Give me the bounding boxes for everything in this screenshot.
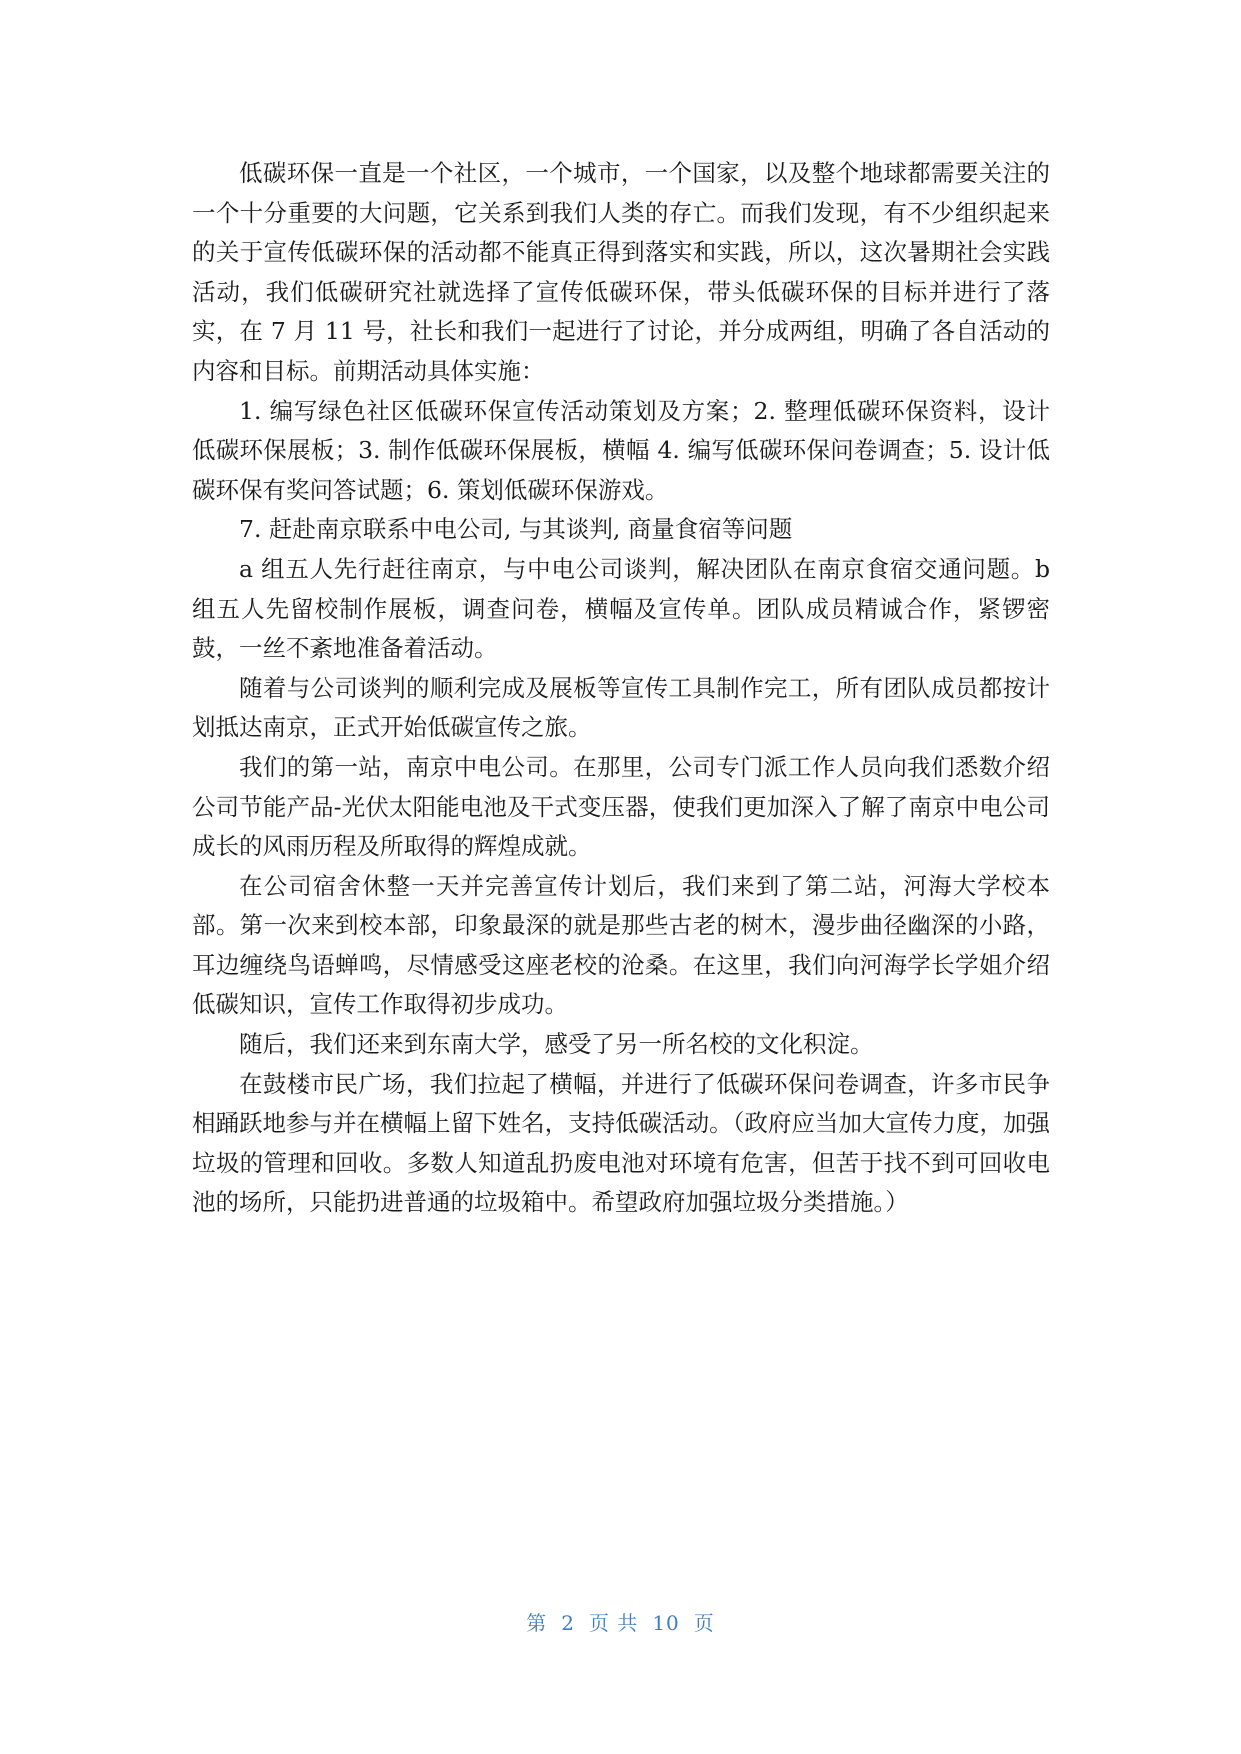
footer-total-pages: 10 <box>652 1611 680 1635</box>
paragraph-groups: a 组五人先行赶往南京，与中电公司谈判，解决团队在南京食宿交通问题。b 组五人先留校制作展板，调查问卷，横幅及宣传单。团队成员精诚合作，紧锣密鼓，一丝不紊地准备着活动。 <box>192 554 1058 663</box>
footer-middle: 页 共 <box>588 1611 639 1635</box>
paragraph-task-7: 7. 赶赴南京联系中电公司, 与其谈判, 商量食宿等问题 <box>239 515 793 544</box>
paragraph-first-stop: 我们的第一站，南京中电公司。在那里，公司专门派工作人员向我们悉数介绍公司节能产品-光伏太阳能电池及干式变压器，使我们更加深入了解了南京中电公司成长的风雨历程及所取得的辉煌成就。 <box>192 752 1050 861</box>
paragraph-arrival: 随着与公司谈判的顺利完成及展板等宣传工具制作完工，所有团队成员都按计划抵达南京，正式开始低碳宣传之旅。 <box>192 673 1050 742</box>
footer-current-page: 2 <box>561 1611 575 1635</box>
paragraph-task-list: 1. 编写绿色社区低碳环保宣传活动策划及方案；2. 整理低碳环保资料，设计低碳环保展板；3. 制作低碳环保展板，横幅 4. 编写低碳环保问卷调查；5. 设计低碳环保有奖问答试题；6. 策划低碳环保游戏。 <box>192 396 1050 504</box>
document-body <box>192 154 1058 1223</box>
paragraph-southeast-university: 随后，我们还来到东南大学，感受了另一所名校的文化积淀。 <box>239 1030 874 1059</box>
paragraph-second-stop: 在公司宿舍休整一天并完善宣传计划后，我们来到了第二站，河海大学校本部。第一次来到校本部，印象最深的就是那些古老的树木，漫步曲径幽深的小路，耳边缠绕鸟语蝉鸣，尽情感受这座老校的沧桑。在这里，我们向河海学长学姐介绍低碳知识，宣传工作取得初步成功。 <box>192 871 1050 1019</box>
paragraph-intro: 低碳环保一直是一个社区，一个城市，一个国家，以及整个地球都需要关注的一个十分重要的大问题，它关系到我们人类的存亡。而我们发现，有不少组织起来的关于宣传低碳环保的活动都不能真正得到落实和实践，所以，这次暑期社会实践活动，我们低碳研究社就选择了宣传低碳环保，带头低碳环保的目标并进行了落实，在 7 月 11 号，社长和我们一起进行了讨论，并分成两组，明确了各自活动的内容和目标。前期活动具体实施： <box>192 159 1050 385</box>
footer-prefix: 第 <box>526 1611 548 1635</box>
footer-suffix: 页 <box>693 1611 715 1635</box>
paragraph-gulou-square: 在鼓楼市民广场，我们拉起了横幅，并进行了低碳环保问卷调查，许多市民争相踊跃地参与并在横幅上留下姓名，支持低碳活动。（政府应当加大宣传力度，加强垃圾的管理和回收。多数人知道乱扔废电池对环境有危害，但苦于找不到可回收电池的场所，只能扔进普通的垃圾箱中。希望政府加强垃圾分类措施。） <box>192 1069 1050 1217</box>
page-number-footer <box>0 1607 1241 1636</box>
